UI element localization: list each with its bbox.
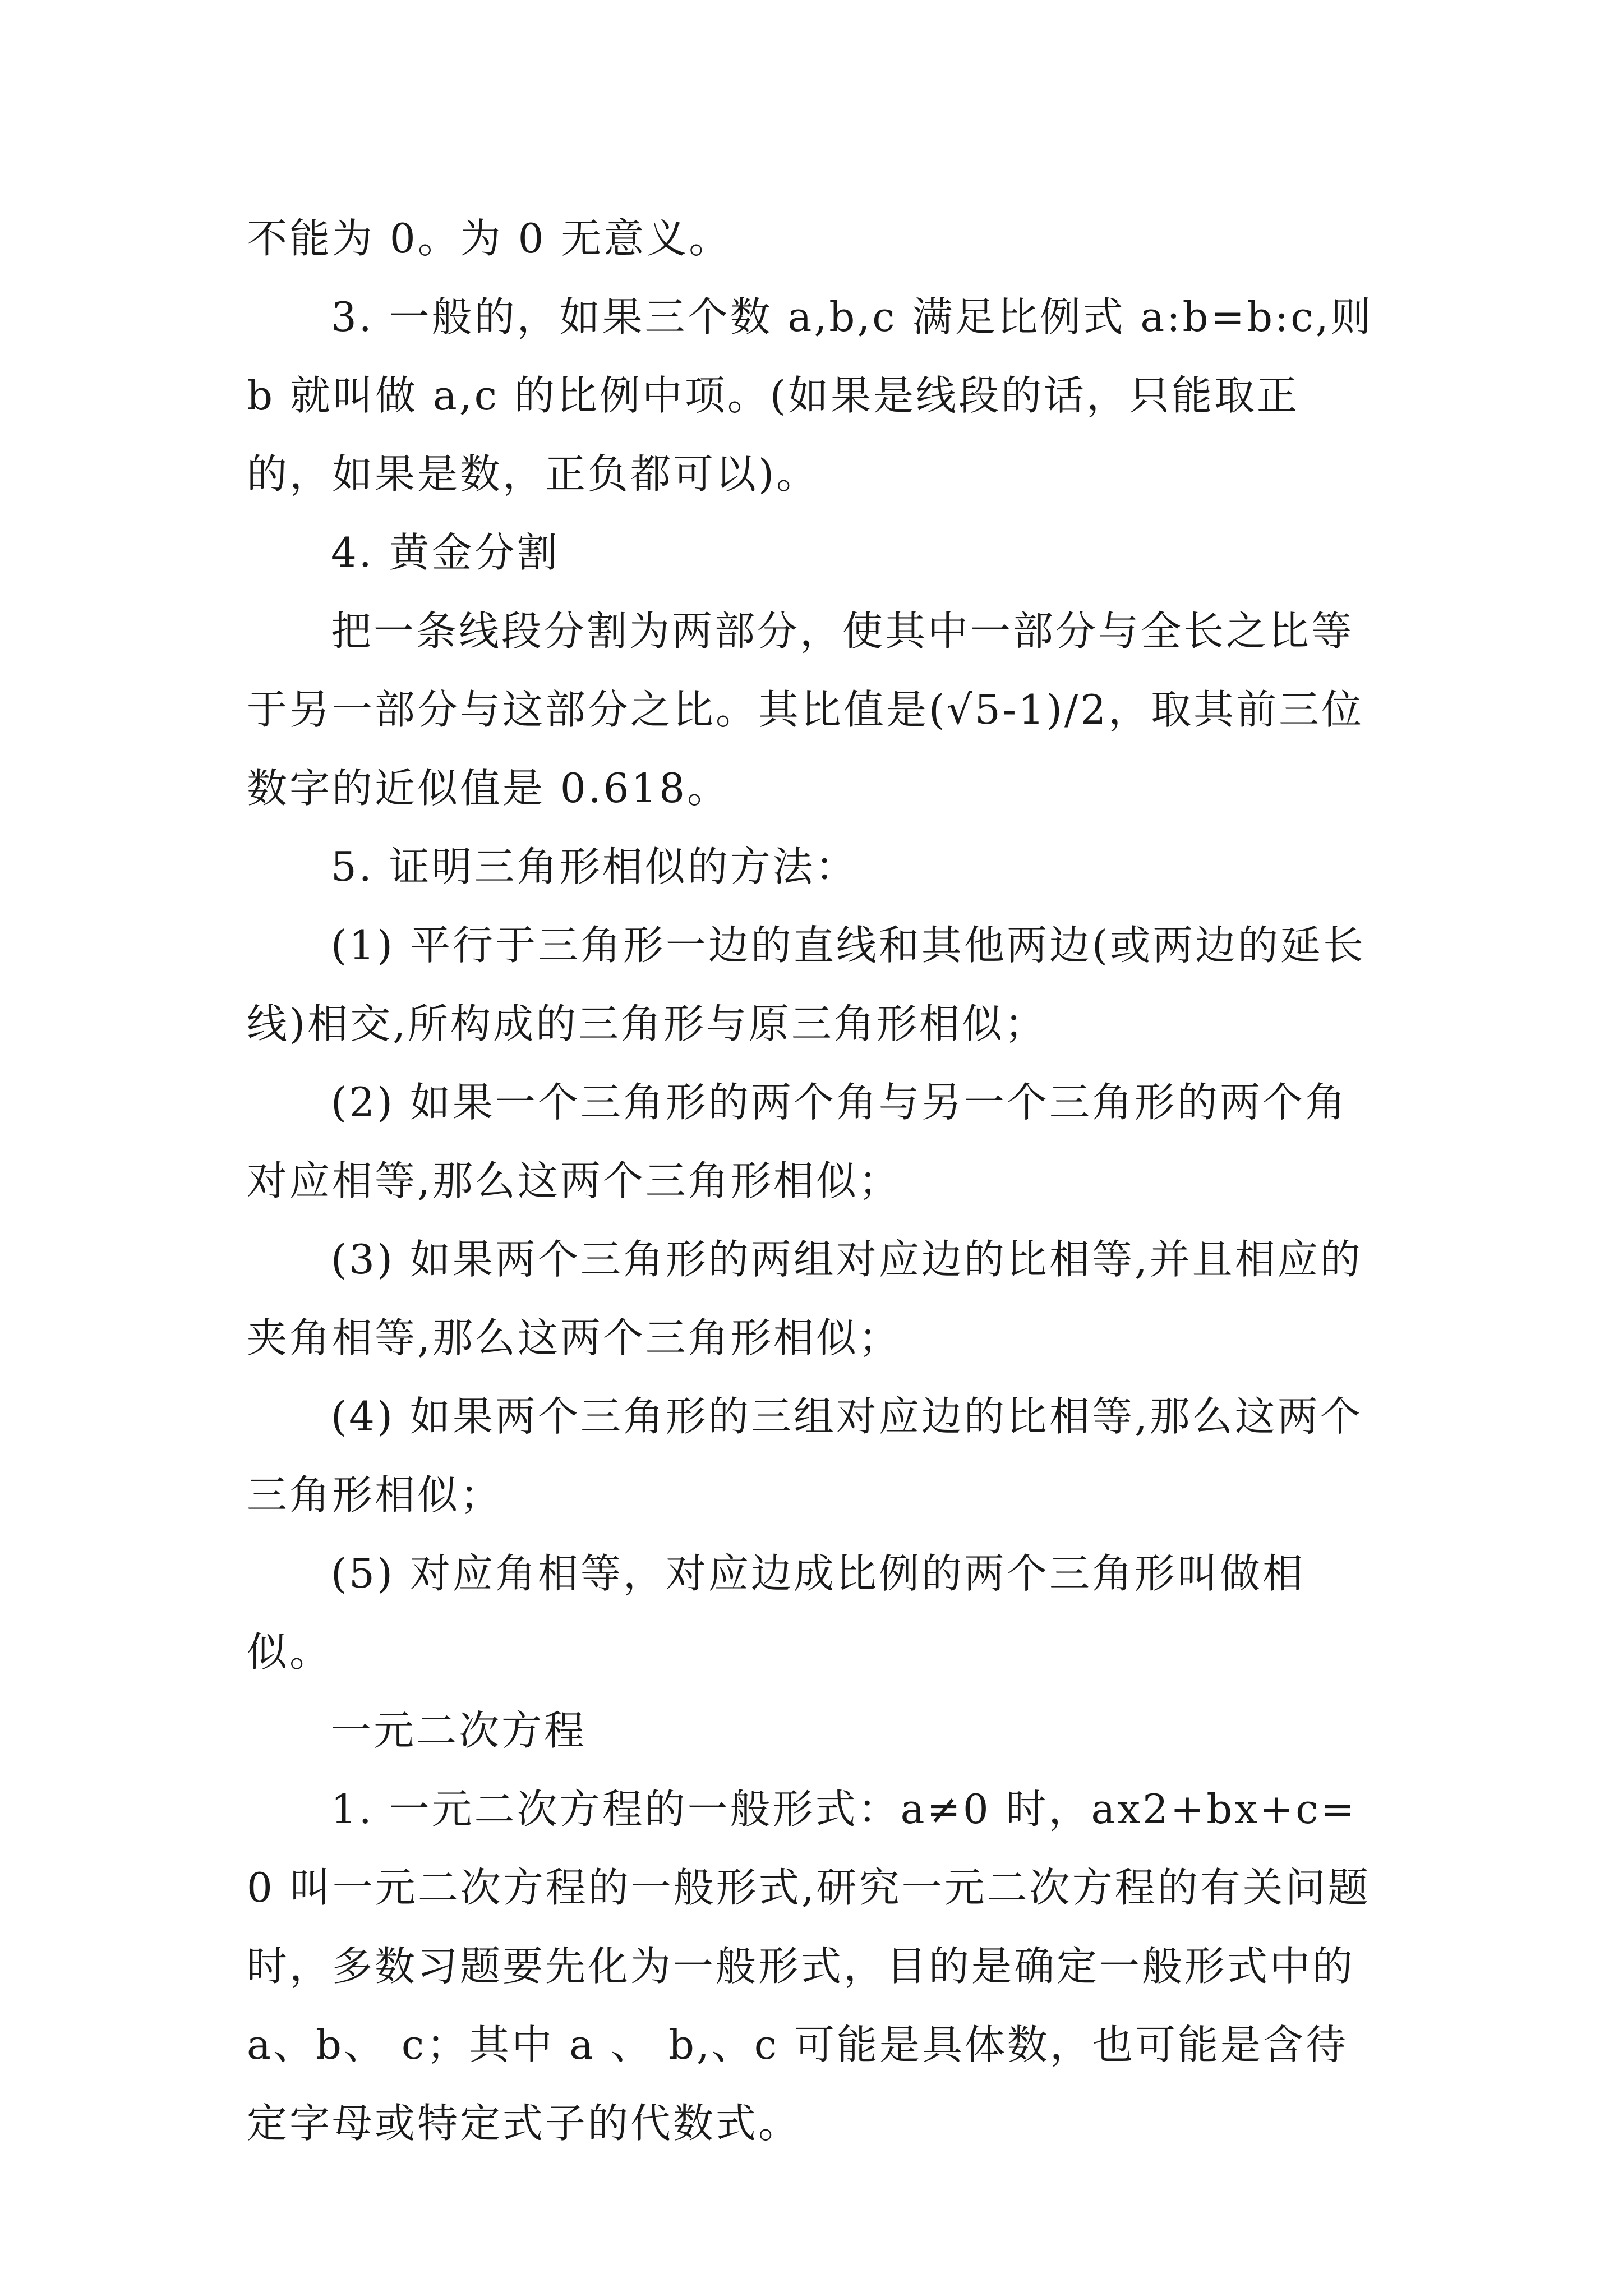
paragraph-2: 3. 一般的，如果三个数 a,b,c 满足比例式 a:b=b:c,则 b 就叫做 a,c 的比例中项。(如果是线段的话，只能取正的，如果是数，正负都可以)。 [247, 293, 1373, 498]
paragraph-5: 5. 证明三角形相似的方法： [331, 843, 858, 890]
paragraph-12: 1. 一元二次方程的一般形式：a≠0 时，ax2+bx+c=0 叫一元二次方程的一般形式,研究一元二次方程的有关问题时，多数习题要先化为一般形式，目的是确定一般形式中的 a、b、 c；其中 a 、 b,、c 可能是具体数，也可能是含待定字母或特定式子的代数式。 [247, 1786, 1371, 2147]
paragraph-7: (2) 如果一个三角形的两个角与另一个三角形的两个角对应相等,那么这两个三角形相似； [247, 1079, 1348, 1204]
paragraph-3: 4. 黄金分割 [331, 529, 560, 576]
paragraph-4: 把一条线段分割为两部分，使其中一部分与全长之比等于另一部分与这部分之比。其比值是(√5-1)/2，取其前三位数字的近似值是 0.618。 [247, 608, 1364, 812]
paragraph-9: (4) 如果两个三角形的三组对应边的比相等,那么这两个三角形相似； [247, 1393, 1363, 1519]
section-heading: 一元二次方程 [331, 1707, 587, 1754]
document-body [247, 199, 1380, 2162]
paragraph-1: 不能为 0。为 0 无意义。 [247, 215, 732, 262]
paragraph-6: (1) 平行于三角形一边的直线和其他两边(或两边的延长线)相交,所构成的三角形与原三角形相似； [247, 922, 1366, 1047]
paragraph-10: (5) 对应角相等，对应边成比例的两个三角形叫做相似。 [247, 1550, 1305, 1676]
paragraph-8: (3) 如果两个三角形的两组对应边的比相等,并且相应的夹角相等,那么这两个三角形相似； [247, 1236, 1363, 1361]
